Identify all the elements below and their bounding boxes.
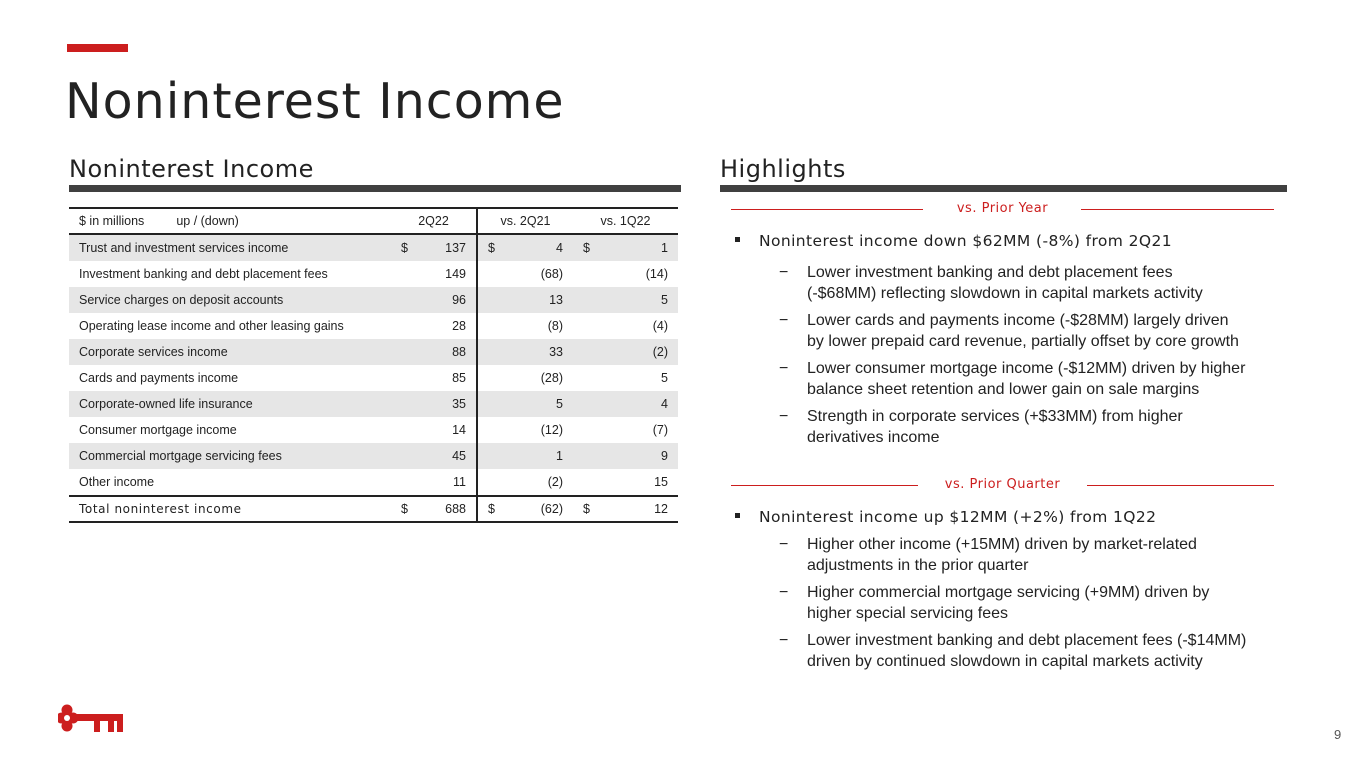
value-vs-2q21: (12) <box>540 423 563 437</box>
value-2q22: 11 <box>391 469 477 496</box>
value-vs-2q21: 13 <box>477 287 573 313</box>
highlight-line: balance sheet retention and lower gain on sale margins <box>807 381 1200 398</box>
total-vs-2q21: $ (62) <box>477 496 573 522</box>
dash-icon: − <box>779 264 789 281</box>
highlight-item <box>779 262 1279 304</box>
row-label: Operating lease income and other leasing gains <box>79 319 344 333</box>
highlight-line: by lower prepaid card revenue, partially offset by core growth <box>807 333 1239 350</box>
value-2q22: 88 <box>391 339 477 365</box>
highlight-item <box>779 630 1279 672</box>
highlight-line: driven by continued slowdown in capital markets activity <box>807 653 1203 670</box>
table-row <box>69 391 678 417</box>
row-label: Corporate-owned life insurance <box>69 391 391 417</box>
total-2q22: $ 688 <box>391 496 477 522</box>
total-label: Total noninterest income <box>69 496 391 522</box>
col-header-2q22: 2Q22 <box>391 208 477 234</box>
bullet-square-icon <box>735 237 740 242</box>
table-row <box>69 234 678 261</box>
table-row <box>69 365 678 391</box>
key-icon <box>58 703 124 733</box>
dash-icon: − <box>779 536 789 553</box>
dash-icon: − <box>779 360 789 377</box>
value-vs-1q22: 15 <box>654 475 668 489</box>
highlight-line: (-$68MM) reflecting slowdown in capital markets activity <box>807 285 1203 302</box>
value-vs-1q22: (4) <box>652 319 668 333</box>
value-2q22: 35 <box>391 391 477 417</box>
value-vs-2q21: (8) <box>547 319 563 333</box>
row-label: Service charges on deposit accounts <box>69 287 391 313</box>
value-2q22: 149 <box>391 261 477 287</box>
table-row <box>69 287 678 313</box>
prior-quarter-line-right <box>1087 485 1274 486</box>
row-label: Trust and investment services income <box>69 234 391 261</box>
row-label: Cards and payments income <box>79 371 239 385</box>
table-row <box>69 417 678 443</box>
value-vs-2q21: 1 <box>477 443 573 469</box>
value-vs-2q21: $ 4 <box>477 234 573 261</box>
prior-year-subheading <box>731 201 1274 217</box>
value-vs-2q21: 5 <box>477 391 573 417</box>
prior-quarter-subheading <box>731 477 1274 493</box>
dash-icon: − <box>779 312 789 329</box>
table-header-label <box>69 208 391 234</box>
value-vs-1q22: 5 <box>661 371 668 385</box>
highlight-line: Lower cards and payments income (-$28MM) largely driven <box>807 312 1229 329</box>
table-row <box>69 313 678 339</box>
title-accent-bar <box>67 44 128 52</box>
value-vs-2q21: (28) <box>540 371 563 385</box>
row-label: Commercial mortgage servicing fees <box>69 443 391 469</box>
value-vs-1q22: (14) <box>645 267 668 281</box>
highlight-line: Lower investment banking and debt placement fees <box>807 264 1173 281</box>
table-section-rule <box>69 185 681 192</box>
value-vs-2q21: (2) <box>547 475 563 489</box>
highlight-line: Higher other income (+15MM) driven by market-related <box>807 536 1197 553</box>
value-vs-1q22: (7) <box>652 423 668 437</box>
page-number: 9 <box>1334 727 1342 742</box>
dash-icon: − <box>779 632 789 649</box>
noninterest-income-table <box>69 207 678 523</box>
prior-quarter-label: vs. Prior Quarter <box>944 477 1061 492</box>
value-vs-1q22: (2) <box>573 339 678 365</box>
highlight-item <box>779 406 1279 448</box>
highlight-line: adjustments in the prior quarter <box>807 557 1029 574</box>
direction-label: up / (down) <box>176 214 239 228</box>
highlight-line: Lower consumer mortgage income (-$12MM) driven by higher <box>807 360 1246 377</box>
value-2q22: 28 <box>391 313 477 339</box>
table-row <box>69 469 678 496</box>
table-body <box>69 234 678 496</box>
table-row <box>69 261 678 287</box>
table-total-row <box>69 496 678 522</box>
bullet-square-icon <box>735 513 740 518</box>
value-2q22: 45 <box>391 443 477 469</box>
highlight-item <box>779 310 1279 352</box>
highlight-line: Lower investment banking and debt placement fees (-$14MM) <box>807 632 1247 649</box>
col-header-vs-1q22: vs. 1Q22 <box>573 208 678 234</box>
prior-year-headline: Noninterest income down $62MM (-8%) from 2Q21 <box>735 232 1172 250</box>
highlights-rule <box>720 185 1287 192</box>
highlight-line: higher special servicing fees <box>807 605 1008 622</box>
dash-icon: − <box>779 408 789 425</box>
value-vs-2q21: (68) <box>540 267 563 281</box>
highlight-item <box>779 534 1279 576</box>
highlights-heading: Highlights <box>720 155 846 183</box>
dash-icon: − <box>779 584 789 601</box>
value-vs-2q21: 33 <box>477 339 573 365</box>
value-2q22: $ 137 <box>391 234 477 261</box>
value-vs-1q22: 9 <box>573 443 678 469</box>
unit-label: $ in millions <box>79 214 145 228</box>
table-row <box>69 443 678 469</box>
prior-year-line-right <box>1081 209 1274 210</box>
highlight-line: Strength in corporate services (+$33MM) from higher <box>807 408 1183 425</box>
prior-quarter-headline: Noninterest income up $12MM (+2%) from 1Q22 <box>735 508 1156 526</box>
value-vs-1q22: 5 <box>573 287 678 313</box>
col-header-vs-2q21: vs. 2Q21 <box>477 208 573 234</box>
highlight-item <box>779 582 1279 624</box>
value-vs-1q22: 4 <box>573 391 678 417</box>
highlight-line: derivatives income <box>807 429 940 446</box>
table-section-heading: Noninterest Income <box>69 155 314 183</box>
table-header-row <box>69 208 678 234</box>
page-title: Noninterest Income <box>65 73 565 130</box>
highlight-item <box>779 358 1279 400</box>
table-row <box>69 339 678 365</box>
highlight-line: Higher commercial mortgage servicing (+9MM) driven by <box>807 584 1210 601</box>
prior-year-label: vs. Prior Year <box>956 201 1049 216</box>
total-vs-1q22: $ 12 <box>573 496 678 522</box>
row-label: Consumer mortgage income <box>79 423 237 437</box>
value-2q22: 96 <box>391 287 477 313</box>
value-vs-1q22: $ 1 <box>573 234 678 261</box>
row-label: Corporate services income <box>69 339 391 365</box>
value-2q22: 85 <box>391 365 477 391</box>
row-label: Other income <box>79 475 155 489</box>
value-2q22: 14 <box>391 417 477 443</box>
row-label: Investment banking and debt placement fees <box>79 267 328 281</box>
